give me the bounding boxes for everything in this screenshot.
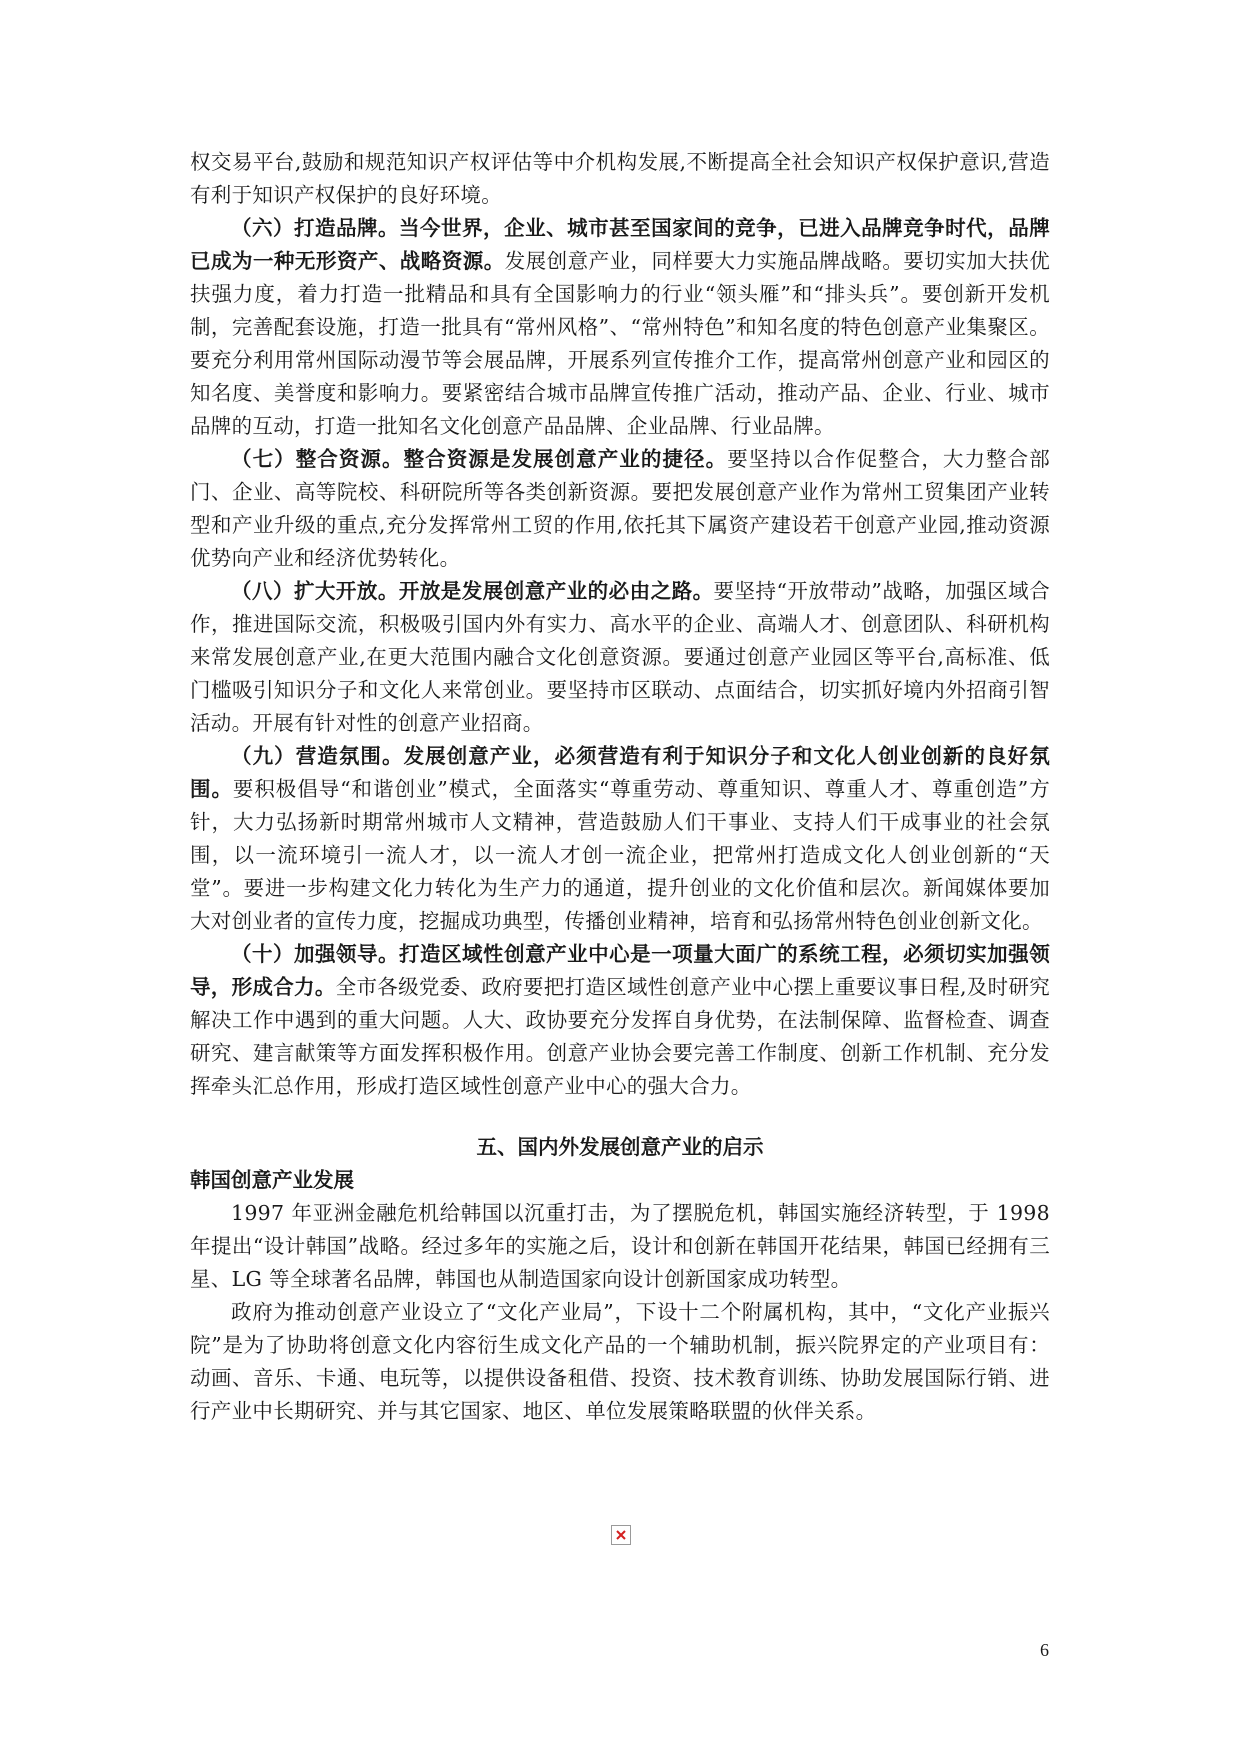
section-heading: 五、国内外发展创意产业的启示 [476, 1135, 764, 1159]
document-body [190, 146, 1050, 1428]
paragraph-leadership: （十）加强领导。打造区域性创意产业中心是一项量大面广的系统工程，必须切实加强领导，形成合力。全市各级党委、政府要把打造区域性创意产业中心摆上重要议事日程,及时研究解决工作中遇到的重大问题。人大、政协要充分发挥自身优势，在法制保障、监督检查、调查研究、建言献策等方面发挥积极作用。创意产业协会要完善工作制度、创新工作机制、充分发挥牵头汇总作用，形成打造区域性创意产业中心的强大合力。 [190, 942, 1050, 1098]
paragraph-resources: （七）整合资源。整合资源是发展创意产业的捷径。要坚持以合作促整合，大力整合部门、企业、高等院校、科研院所等各类创新资源。要把发展创意产业作为常州工贸集团产业转型和产业升级的重点,充分发挥常州工贸的作用,依托其下属资产建设若干创意产业园,推动资源优势向产业和经济优势转化。 [190, 447, 1051, 570]
paragraph-atmosphere: （九）营造氛围。发展创意产业，必须营造有利于知识分子和文化人创业创新的良好氛围。要积极倡导“和谐创业”模式，全面落实“尊重劳动、尊重知识、尊重人才、尊重创造”方针，大力弘扬新时期常州城市人文精神，营造鼓励人们干事业、支持人们干成事业的社会氛围，以一流环境引一流人才，以一流人才创一流企业，把常州打造成文化人创业创新的“天堂”。要进一步构建文化力转化为生产力的通道，提升创业的文化价值和层次。新闻媒体要加大对创业者的宣传力度，挖掘成功典型，传播创业精神，培育和弘扬常州特色创业创新文化。 [190, 744, 1051, 933]
paragraph-brand: （六）打造品牌。当今世界，企业、城市甚至国家间的竞争，已进入品牌竞争时代，品牌已成为一种无形资产、战略资源。发展创意产业，同样要大力实施品牌战略。要切实加大扶优扶强力度，着力打造一批精品和具有全国影响力的行业“领头雁”和“排头兵”。要创新开发机制，完善配套设施，打造一批具有“常州风格”、“常州特色”和知名度的特色创意产业集聚区。要充分利用常州国际动漫节等会展品牌，开展系列宣传推介工作，提高常州创意产业和园区的知名度、美誉度和影响力。要紧密结合城市品牌宣传推广活动，推动产品、企业、行业、城市品牌的互动，打造一批知名文化创意产品品牌、企业品牌、行业品牌。 [190, 216, 1050, 438]
paragraph-korea-2: 政府为推动创意产业设立了“文化产业局”，下设十二个附属机构，其中，“文化产业振兴院”是为了协助将创意文化内容衍生成文化产品的一个辅助机制，振兴院界定的产业项目有：动画、音乐、卡通、电玩等，以提供设备租借、投资、技术教育训练、协助发展国际行销、进行产业中长期研究、并与其它国家、地区、单位发展策略联盟的伙伴关系。 [190, 1300, 1050, 1423]
broken-image-icon [611, 1525, 631, 1545]
paragraph-korea-1: 1997 年亚洲金融危机给韩国以沉重打击，为了摆脱危机，韩国实施经济转型，于 1998 年提出“设计韩国”战略。经过多年的实施之后，设计和创新在韩国开花结果，韩国已经拥有三星、LG 等全球著名品牌，韩国也从制造国家向设计创新国家成功转型。 [190, 1201, 1050, 1291]
subheading-korea: 韩国创意产业发展 [190, 1168, 354, 1192]
paragraph-openness: （八）扩大开放。开放是发展创意产业的必由之路。要坚持“开放带动”战略，加强区域合作，推进国际交流，积极吸引国内外有实力、高水平的企业、高端人才、创意团队、科研机构来常发展创意产业,在更大范围内融合文化创意资源。要通过创意产业园区等平台,高标准、低门槛吸引知识分子和文化人来常创业。要坚持市区联动、点面结合，切实抓好境内外招商引智活动。开展有针对性的创意产业招商。 [190, 579, 1050, 735]
page-number: 6 [1040, 1640, 1049, 1660]
paragraph-continuation: 权交易平台,鼓励和规范知识产权评估等中介机构发展,不断提高全社会知识产权保护意识,营造有利于知识产权保护的良好环境。 [190, 150, 1050, 207]
